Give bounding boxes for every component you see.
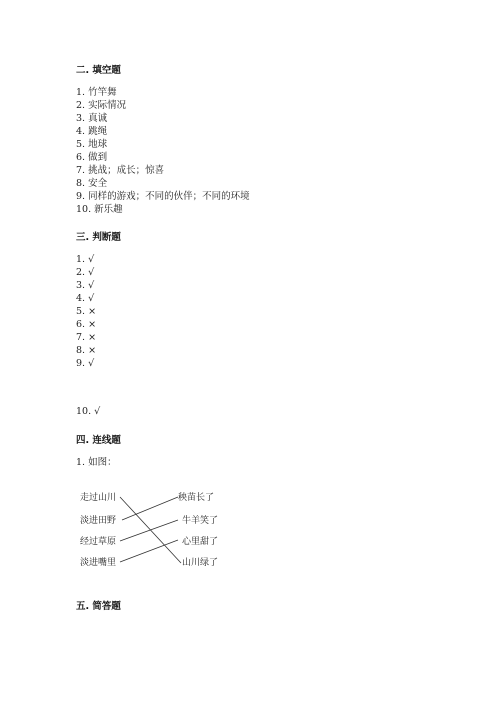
fill-answer-7: 7. 挑战；成长；惊喜 [76,165,165,176]
match-line-3 [120,520,178,541]
fill-answer-1: 1. 竹竿舞 [76,87,117,98]
judge-answer-8: 8. × [76,345,97,356]
match-left-2: 淡进田野 [80,516,117,526]
fill-answer-3: 3. 真诚 [76,113,108,124]
fill-answer-6: 6. 做到 [76,152,108,163]
fill-answer-2: 2. 实际情况 [76,100,127,111]
match-right-2: 牛羊笑了 [182,516,219,526]
judge-answer-10: 10. √ [76,406,101,417]
judge-answer-5: 5. × [76,306,97,317]
fill-answer-8: 8. 安全 [76,178,108,189]
judge-answer-3: 3. √ [76,280,95,291]
match-left-1: 走过山川 [80,493,117,503]
fill-answer-9: 9. 同样的游戏；不同的伙伴；不同的环境 [76,191,250,202]
fill-answer-5: 5. 地球 [76,139,108,150]
judge-answer-6: 6. × [76,319,97,330]
section-2-heading: 二. 填空题 [76,65,121,76]
section-3-heading: 三. 判断题 [76,232,121,243]
fill-answer-4: 4. 跳绳 [76,126,108,137]
judge-answer-2: 2. √ [76,267,95,278]
judge-answer-7: 7. × [76,332,97,343]
judge-answer-1: 1. √ [76,254,95,265]
match-left-4: 淡进嘴里 [80,558,117,568]
match-line-4 [120,540,178,562]
judge-answer-4: 4. √ [76,293,95,304]
section-5-heading: 五. 简答题 [76,601,121,612]
match-right-4: 山川绿了 [182,558,219,568]
judge-answer-9: 9. √ [76,358,95,369]
section-4-heading: 四. 连线题 [76,435,121,446]
matching-caption: 1. 如图： [76,457,117,468]
match-right-1: 秧苗长了 [178,493,215,503]
fill-answer-10: 10. 新乐趣 [76,204,123,215]
match-left-3: 经过草原 [80,537,117,547]
match-right-3: 心里甜了 [182,537,219,547]
